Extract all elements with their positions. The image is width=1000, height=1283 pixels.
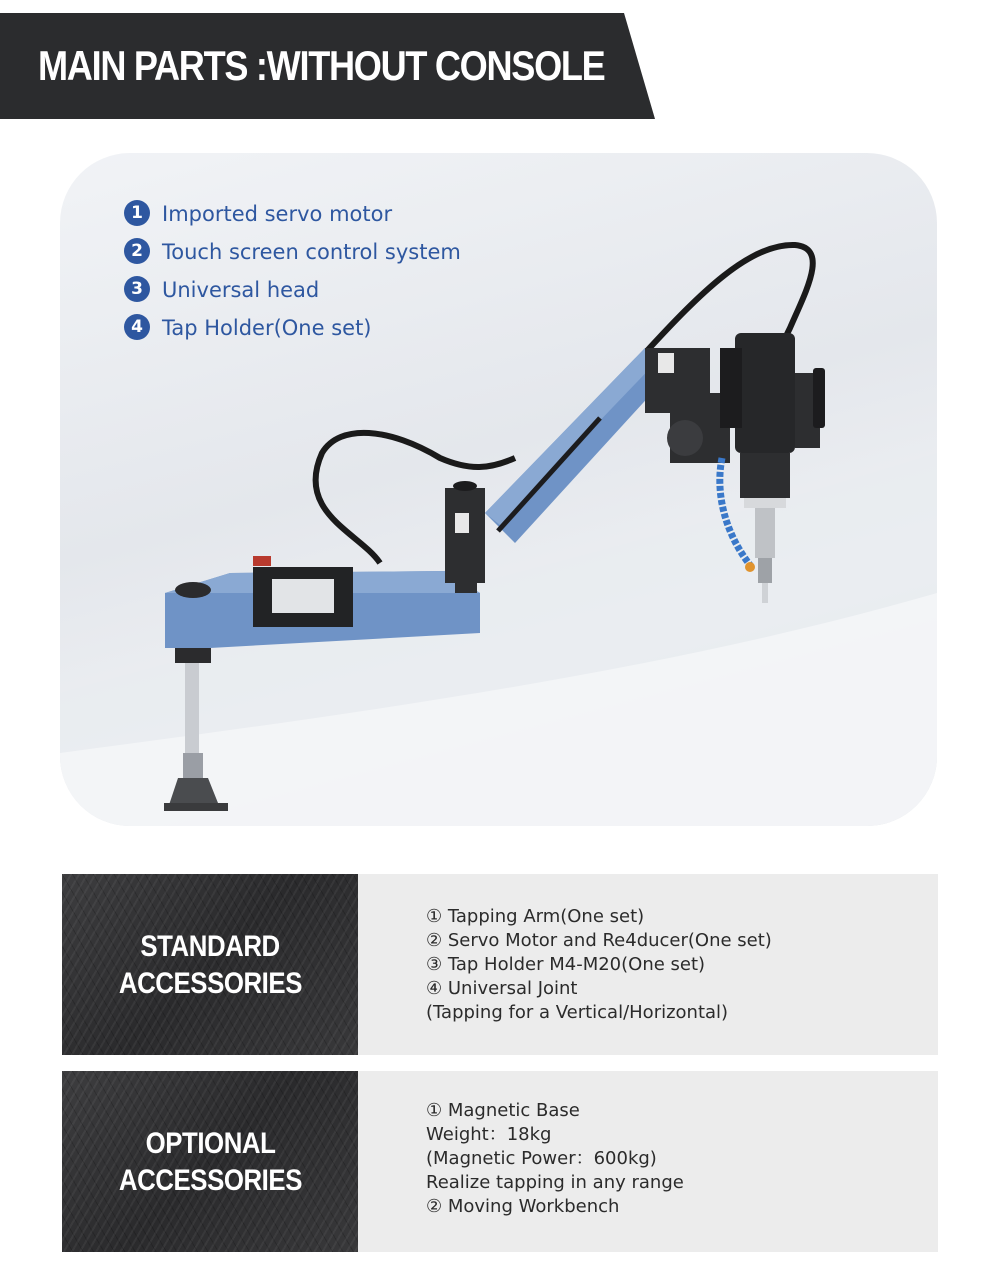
standard-title-line2: ACCESSORIES [118,966,302,1000]
page-title: MAIN PARTS :WITHOUT CONSOLE [38,42,605,89]
part-label: Imported servo motor [162,202,393,226]
standard-title-line1: STANDARD [140,929,280,963]
list-item: ④ Universal Joint [426,978,578,999]
part-item-servo-motor [124,195,461,233]
list-item: ③ Tap Holder M4-M20(One set) [426,954,706,975]
tapping-machine-image [160,233,860,813]
part-number-badge: 1 [124,200,150,226]
optional-title-line1: OPTIONAL [145,1126,275,1160]
standard-accessories-label [62,874,358,1055]
part-number-badge: 2 [124,238,150,264]
optional-accessories-row [62,1071,938,1252]
list-item: Weight：18kg [426,1124,552,1145]
part-label: Universal head [162,278,320,302]
optional-accessories-list [426,1099,684,1219]
header-banner [0,13,655,119]
list-item: ① Tapping Arm(One set) [426,906,645,927]
optional-title-line2: ACCESSORIES [118,1163,302,1197]
optional-accessories-label [62,1071,358,1252]
part-label: Tap Holder(One set) [162,316,372,340]
part-label: Touch screen control system [162,240,461,264]
standard-accessories-content [358,874,938,1055]
part-number-badge: 4 [124,314,150,340]
list-item: ① Magnetic Base [426,1100,580,1121]
part-number-badge: 3 [124,276,150,302]
list-item: (Tapping for a Vertical/Horizontal) [426,1002,729,1023]
list-item: Realize tapping in any range [426,1172,684,1193]
standard-accessories-row [62,874,938,1055]
list-item: ② Moving Workbench [426,1196,620,1217]
optional-accessories-content [358,1071,938,1252]
list-item: ② Servo Motor and Re4ducer(One set) [426,930,772,951]
list-item: (Magnetic Power：600kg) [426,1148,657,1169]
product-panel [60,153,937,826]
standard-accessories-list [426,905,772,1025]
